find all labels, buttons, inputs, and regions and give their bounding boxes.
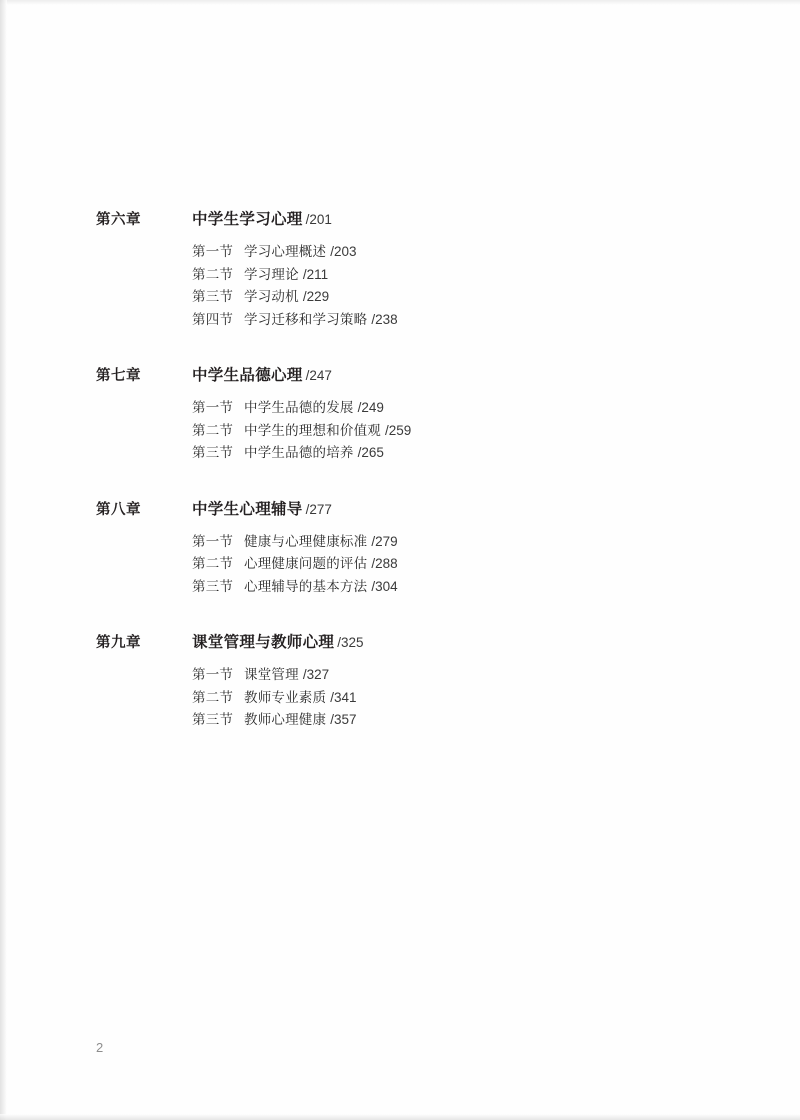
toc-section-row[interactable] xyxy=(192,420,696,443)
toc-section-title: 学习理论 xyxy=(244,266,299,282)
toc-section-page: /238 xyxy=(371,311,398,327)
toc-section-row[interactable] xyxy=(192,531,696,554)
toc-chapter-page: /247 xyxy=(305,368,332,383)
toc-section-page: /229 xyxy=(302,289,330,304)
toc-chapter-title: 中学生品德心理 xyxy=(192,367,303,384)
table-of-contents xyxy=(96,207,696,764)
toc-section-page: /279 xyxy=(371,533,398,549)
toc-chapter-heading[interactable] xyxy=(96,630,696,652)
toc-section-page: /265 xyxy=(357,445,384,460)
toc-section-row[interactable] xyxy=(192,286,696,309)
toc-section-list xyxy=(192,397,696,465)
toc-section-number: 第一节 xyxy=(192,667,234,682)
page-edge-shadow-bottom xyxy=(0,1114,800,1120)
toc-section-number: 第三节 xyxy=(192,289,234,304)
toc-section-number: 第一节 xyxy=(192,400,234,415)
toc-section-row[interactable] xyxy=(192,553,696,576)
toc-section-page: /341 xyxy=(330,689,357,705)
toc-section-number: 第二节 xyxy=(192,422,234,438)
toc-chapter-block xyxy=(96,363,696,465)
toc-chapter-block xyxy=(96,207,696,331)
toc-chapter-page: /325 xyxy=(337,635,364,650)
toc-chapter-title: 中学生学习心理 xyxy=(192,211,303,228)
toc-section-number: 第一节 xyxy=(192,533,234,549)
toc-chapter-block xyxy=(96,630,696,732)
toc-section-page: /357 xyxy=(330,712,357,727)
toc-section-title: 心理辅导的基本方法 xyxy=(244,578,368,594)
toc-section-page: /203 xyxy=(330,244,357,259)
toc-chapter-title: 课堂管理与教师心理 xyxy=(192,634,335,651)
toc-section-number: 第二节 xyxy=(192,266,234,282)
toc-section-title: 中学生品德的培养 xyxy=(244,445,354,460)
toc-chapter-number: 第九章 xyxy=(96,635,141,651)
toc-section-title: 课堂管理 xyxy=(244,667,299,682)
toc-section-row[interactable] xyxy=(192,664,696,687)
toc-chapter-heading[interactable] xyxy=(96,207,696,229)
toc-chapter-number: 第八章 xyxy=(96,501,141,518)
toc-section-title: 教师心理健康 xyxy=(244,712,327,727)
toc-section-title: 教师专业素质 xyxy=(244,689,327,705)
page-edge-shadow-left xyxy=(0,0,7,1120)
toc-section-row[interactable] xyxy=(192,576,696,599)
toc-section-list xyxy=(192,531,696,599)
toc-section-title: 学习心理概述 xyxy=(244,244,327,259)
toc-section-number: 第一节 xyxy=(192,244,234,259)
toc-chapter-page: /201 xyxy=(305,212,332,227)
toc-section-number: 第二节 xyxy=(192,556,234,571)
toc-section-row[interactable] xyxy=(192,687,696,710)
toc-section-page: /327 xyxy=(302,667,330,682)
toc-section-title: 心理健康问题的评估 xyxy=(244,556,368,571)
toc-section-page: /259 xyxy=(385,422,412,438)
toc-chapter-heading[interactable] xyxy=(96,497,696,519)
toc-section-row[interactable] xyxy=(192,709,696,732)
page-edge-shadow-top xyxy=(0,0,800,5)
toc-section-title: 学习动机 xyxy=(244,289,299,304)
toc-section-title: 健康与心理健康标准 xyxy=(244,533,368,549)
toc-section-title: 中学生的理想和价值观 xyxy=(244,422,381,438)
toc-chapter-title: 中学生心理辅导 xyxy=(192,500,303,518)
toc-section-row[interactable] xyxy=(192,442,696,465)
toc-section-number: 第四节 xyxy=(192,311,234,327)
toc-section-number: 第三节 xyxy=(192,712,234,727)
toc-section-row[interactable] xyxy=(192,309,696,332)
toc-section-title: 中学生品德的发展 xyxy=(244,400,354,415)
toc-section-page: /304 xyxy=(371,578,398,594)
toc-section-page: /288 xyxy=(371,556,398,571)
toc-chapter-page: /277 xyxy=(305,501,332,517)
toc-section-row[interactable] xyxy=(192,264,696,287)
toc-section-page: /211 xyxy=(302,266,329,282)
toc-section-number: 第二节 xyxy=(192,689,234,705)
toc-section-number: 第三节 xyxy=(192,578,234,594)
page-number: 2 xyxy=(96,1040,104,1055)
toc-section-row[interactable] xyxy=(192,241,696,264)
toc-chapter-number: 第六章 xyxy=(96,212,141,228)
toc-chapter-number: 第七章 xyxy=(96,368,141,384)
toc-chapter-block xyxy=(96,497,696,599)
toc-section-row[interactable] xyxy=(192,397,696,420)
toc-section-title: 学习迁移和学习策略 xyxy=(244,311,368,327)
toc-section-list xyxy=(192,241,696,331)
toc-chapter-heading[interactable] xyxy=(96,363,696,385)
toc-section-page: /249 xyxy=(357,400,384,415)
toc-section-number: 第三节 xyxy=(192,445,234,460)
toc-section-list xyxy=(192,664,696,732)
